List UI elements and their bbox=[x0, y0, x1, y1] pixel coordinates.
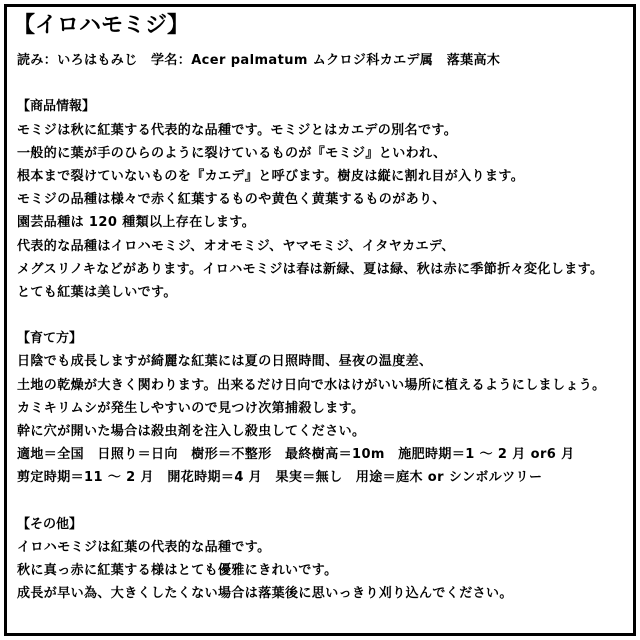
reading-line: 読み：いろはもみじ 学名：Acer palmatum ムクロジ科カエデ属 落葉高木 bbox=[17, 53, 501, 68]
document-frame bbox=[4, 4, 636, 636]
spacer bbox=[17, 304, 627, 327]
document-content bbox=[13, 9, 627, 606]
info-line: メグスリノキなどがあります。イロハモミジは春は新緑、夏は緑、秋は赤に季節折々変化します。 bbox=[17, 261, 604, 277]
care-line: 適地＝全国 日照り＝日向 樹形＝不整形 最終樹高＝10m 施肥時期＝1 ～ 2 月 or6 月 bbox=[17, 447, 575, 463]
info-line: 一般的に葉が手のひらのように裂けているものが『モミジ』といわれ、 bbox=[17, 145, 447, 161]
care-line: 幹に穴が開いた場合は殺虫剤を注入し殺虫してください。 bbox=[17, 424, 366, 439]
care-line: カミキリムシが発生しやすいので見つけ次第捕殺します。 bbox=[17, 400, 365, 416]
care-line: 土地の乾燥が大きく関わります。出来るだけ日向で水はけがいい場所に植えるようにしましょう。 bbox=[17, 377, 606, 393]
spacer bbox=[17, 72, 627, 95]
info-line: モミジは秋に紅葉する代表的な品種です。モミジとはカエデの別名です。 bbox=[17, 122, 458, 138]
spacer bbox=[17, 490, 627, 513]
section-heading-info: 【商品情報】 bbox=[17, 99, 96, 115]
section-info bbox=[17, 95, 627, 304]
info-line: モミジの品種は様々で赤く紅葉するものや黄色く黄葉するものがあり、 bbox=[17, 192, 446, 208]
other-line: 成長が早い為、大きくしたくない場合は落葉後に思いっきり刈り込んでください。 bbox=[17, 586, 513, 602]
page-title: 【イロハモミジ】 bbox=[13, 13, 190, 38]
info-line: 代表的な品種はイロハモミジ、オオモミジ、ヤマモミジ、イタヤカエデ、 bbox=[17, 238, 455, 254]
care-line: 日陰でも成長しますが綺麗な紅葉には夏の日照時間、昼夜の温度差、 bbox=[17, 354, 433, 370]
care-line: 剪定時期＝11 ～ 2 月 開花時期＝4 月 果実＝無し 用途＝庭木 or シンボルツリー bbox=[17, 470, 543, 486]
section-heading-care: 【育て方】 bbox=[17, 331, 83, 347]
section-other bbox=[17, 513, 627, 606]
info-line: 園芸品種は 120 種類以上存在します。 bbox=[17, 215, 256, 231]
info-line: 根本まで裂けていないものを『カエデ』と呼びます。樹皮は縦に割れ目が入ります。 bbox=[17, 168, 525, 184]
other-line: 秋に真っ赤に紅葉する様はとても優雅にきれいです。 bbox=[17, 563, 338, 579]
info-line: とても紅葉は美しいです。 bbox=[17, 284, 177, 300]
section-care bbox=[17, 327, 627, 489]
section-heading-other: 【その他】 bbox=[17, 516, 83, 532]
other-line: イロハモミジは紅葉の代表的な品種です。 bbox=[17, 539, 271, 555]
